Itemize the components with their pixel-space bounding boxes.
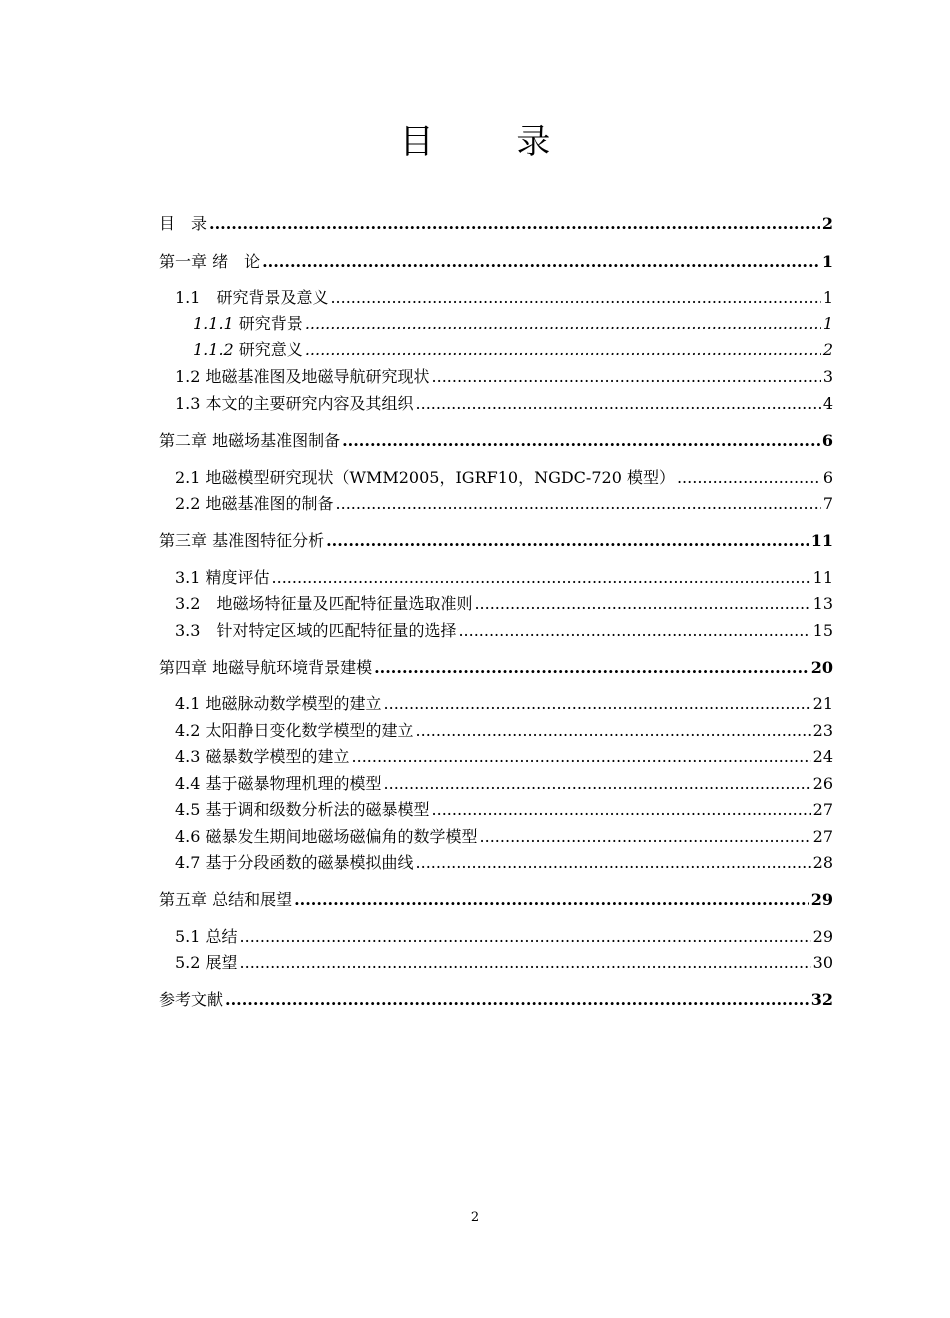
- leader-dots: [416, 393, 821, 415]
- toc-entry[interactable]: 2.1 地磁模型研究现状（WMM2005，IGRF10，NGDC-720 模型） ..... 6: [159, 467, 833, 489]
- leader-dots: [432, 799, 811, 821]
- toc-entry[interactable]: 1.2 地磁基准图及地磁导航研究现状 ..... 3: [159, 366, 833, 388]
- toc-entry[interactable]: 第二章 地磁场基准图制备 ..... 6: [159, 430, 833, 452]
- leader-dots: [416, 852, 811, 874]
- toc-entry[interactable]: 2.2 地磁基准图的制备 ..... 7: [159, 493, 833, 515]
- leader-dots: [352, 746, 811, 768]
- toc-entry[interactable]: 第三章 基准图特征分析 ..... 11: [159, 530, 833, 552]
- leader-dots: [305, 339, 821, 361]
- toc-entry[interactable]: 第五章 总结和展望 ..... 29: [159, 889, 833, 911]
- leader-dots: [416, 720, 811, 742]
- toc-entry[interactable]: 4.1 地磁脉动数学模型的建立 ..... 21: [159, 693, 833, 715]
- toc-entry[interactable]: 4.6 磁暴发生期间地磁场磁偏角的数学模型 ..... 27: [159, 826, 833, 848]
- leader-dots: [326, 530, 809, 552]
- leader-dots: [336, 493, 821, 515]
- leader-dots: [240, 952, 811, 974]
- leader-dots: [677, 467, 821, 489]
- toc-entry[interactable]: 1.1.2 研究意义 ..... 2: [159, 339, 833, 361]
- leader-dots: [480, 826, 811, 848]
- toc-entry[interactable]: 参考文献 ..... 32: [159, 989, 833, 1011]
- leader-dots: [305, 313, 821, 335]
- leader-dots: [432, 366, 821, 388]
- leader-dots: [458, 620, 810, 642]
- leader-dots: [294, 889, 809, 911]
- toc-entry[interactable]: 第四章 地磁导航环境背景建模 ..... 20: [159, 657, 833, 679]
- toc-entry[interactable]: 5.1 总结 ..... 29: [159, 926, 833, 948]
- leader-dots: [374, 657, 809, 679]
- leader-dots: [225, 989, 809, 1011]
- leader-dots: [262, 251, 820, 273]
- toc-entry[interactable]: 4.3 磁暴数学模型的建立 ..... 24: [159, 746, 833, 768]
- toc-entry[interactable]: 3.1 精度评估 ..... 11: [159, 567, 833, 589]
- page-number: 2: [470, 1210, 480, 1225]
- toc-entry[interactable]: 4.4 基于磁暴物理机理的模型 ..... 26: [159, 773, 833, 795]
- leader-dots: [384, 773, 811, 795]
- leader-dots: [330, 287, 820, 309]
- toc-entry[interactable]: 1.1 研究背景及意义 ..... 1: [159, 287, 833, 309]
- page-title: 目 录: [399, 122, 587, 162]
- toc-entry[interactable]: 1.3 本文的主要研究内容及其组织 ..... 4: [159, 393, 833, 415]
- toc-entry[interactable]: 4.5 基于调和级数分析法的磁暴模型 ..... 27: [159, 799, 833, 821]
- toc-entry[interactable]: 1.1.1 研究背景 ..... 1: [159, 313, 833, 335]
- toc-entry[interactable]: 4.7 基于分段函数的磁暴模拟曲线 ..... 28: [159, 852, 833, 874]
- toc-entry[interactable]: 3.3 针对特定区域的匹配特征量的选择 ..... 15: [159, 620, 833, 642]
- leader-dots: [474, 593, 810, 615]
- toc-entry[interactable]: 5.2 展望 ..... 30: [159, 952, 833, 974]
- toc-entry[interactable]: 3.2 地磁场特征量及匹配特征量选取准则 ..... 13: [159, 593, 833, 615]
- toc-entry[interactable]: 第一章 绪 论 ..... 1: [159, 251, 833, 273]
- leader-dots: [209, 213, 820, 235]
- toc-entry[interactable]: 目 录 ..... 2: [159, 213, 833, 235]
- leader-dots: [272, 567, 811, 589]
- leader-dots: [384, 693, 811, 715]
- toc-entry[interactable]: 4.2 太阳静日变化数学模型的建立 ..... 23: [159, 720, 833, 742]
- leader-dots: [342, 430, 820, 452]
- leader-dots: [240, 926, 811, 948]
